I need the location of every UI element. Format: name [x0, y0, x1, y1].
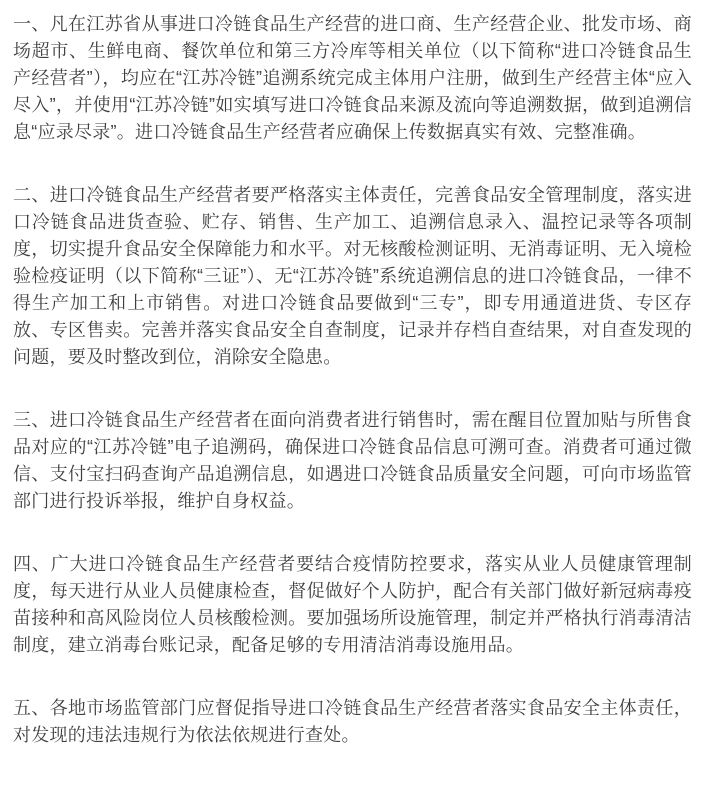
paragraph-2: 二、进口冷链食品生产经营者要严格落实主体责任，完善食品安全管理制度，落实进口冷链食品进货查验、贮存、销售、生产加工、追溯信息录入、温控记录等各项制度，切实提升食品安全保障能力和水平。对无核酸检测证明、无消毒证明、无入境检验检疫证明（以下简称“三证”）、无“江苏冷链”系统追溯信息的进口冷链食品，一律不得生产加工和上市销售。对进口冷链食品要做到“三专”，即专用通道进货、专区存放、专区售卖。完善并落实食品安全自查制度，记录并存档自查结果，对自查发现的问题，要及时整改到位，消除安全隐患。	[13, 185, 692, 367]
paragraph-3: 三、进口冷链食品生产经营者在面向消费者进行销售时，需在醒目位置加贴与所售食品对应的“江苏冷链”电子追溯码，确保进口冷链食品信息可溯可查。消费者可通过微信、支付宝扫码查询产品追溯信息，如遇进口冷链食品质量安全问题，可向市场监管部门进行投诉举报，维护自身权益。	[13, 410, 692, 511]
paragraph-5: 五、各地市场监管部门应督促指导进口冷链食品生产经营者落实食品安全主体责任，对发现的违法违规行为依法依规进行查处。	[13, 698, 692, 745]
paragraph-1: 一、凡在江苏省从事进口冷链食品生产经营的进口商、生产经营企业、批发市场、商场超市、生鲜电商、餐饮单位和第三方冷库等相关单位（以下简称“进口冷链食品生产经营者”），均应在“江苏冷链”追溯系统完成主体用户注册，做到生产经营主体“应入尽入”，并使用“江苏冷链”如实填写进口冷链食品来源及流向等追溯数据，做到追溯信息“应录尽录”。进口冷链食品生产经营者应确保上传数据真实有效、完整准确。	[13, 14, 692, 142]
paragraph-4: 四、广大进口冷链食品生产经营者要结合疫情防控要求，落实从业人员健康管理制度，每天进行从业人员健康检查，督促做好个人防护，配合有关部门做好新冠病毒疫苗接种和高风险岗位人员核酸检测。要加强场所设施管理，制定并严格执行消毒清洁制度，建立消毒台账记录，配备足够的专用清洁消毒设施用品。	[13, 554, 692, 655]
